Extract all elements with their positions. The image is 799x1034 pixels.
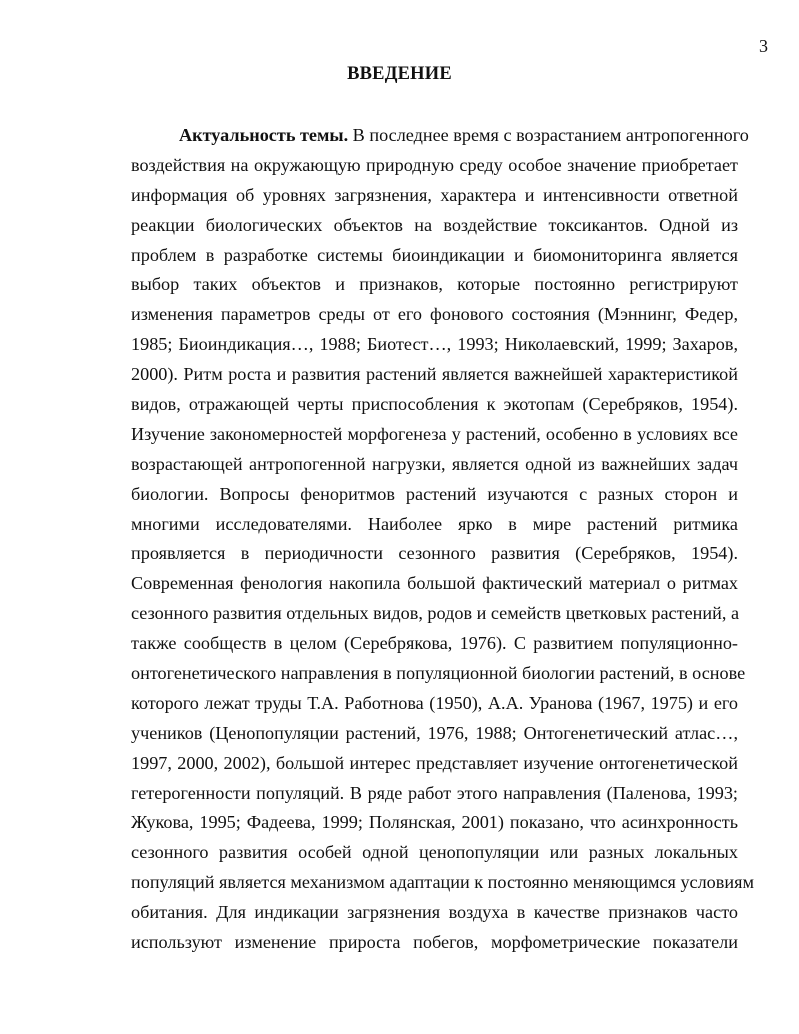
paragraph-line: сезонного развития отдельных видов, родов и семейств цветковых растений, а: [131, 603, 740, 624]
paragraph-line: учеников (Ценопопуляции растений, 1976, 1988; Онтогенетический атлас…,: [131, 722, 738, 743]
paragraph-line: используют изменение прироста побегов, морфометрические показатели: [131, 932, 738, 953]
paragraph-line: проблем в разработке системы биоиндикации и биомониторинга является: [131, 244, 738, 265]
paragraph-line: 1997, 2000, 2002), большой интерес представляет изучение онтогенетической: [131, 752, 738, 773]
paragraph-line: также сообществ в целом (Серебрякова, 1976). С развитием популяционно-: [131, 633, 738, 654]
paragraph-line: изменения параметров среды от его фонового состояния (Мэннинг, Федер,: [131, 304, 738, 325]
paragraph-line: сезонного развития особей одной ценопопуляции или разных локальных: [131, 842, 738, 863]
paragraph-line: 2000). Ритм роста и развития растений является важнейшей характеристикой: [131, 364, 738, 385]
paragraph-line: [131, 121, 749, 151]
paragraph-line: проявляется в периодичности сезонного развития (Серебряков, 1954).: [131, 543, 738, 564]
paragraph-line: 1985; Биоиндикация…, 1988; Биотест…, 1993; Николаевский, 1999; Захаров,: [131, 334, 738, 355]
paragraph-line: видов, отражающей черты приспособления к экотопам (Серебряков, 1954).: [131, 394, 738, 415]
paragraph-line: Изучение закономерностей морфогенеза у растений, особенно в условиях все: [131, 423, 738, 444]
paragraph-line: Современная фенология накопила большой фактический материал о ритмах: [131, 573, 738, 594]
paragraph-line: воздействия на окружающую природную среду особое значение приобретает: [131, 154, 738, 175]
paragraph-line: онтогенетического направления в популяционной биологии растений, в основе: [131, 663, 746, 684]
paragraph-line: биологии. Вопросы феноритмов растений изучаются с разных сторон и: [131, 483, 738, 504]
paragraph-line: информация об уровнях загрязнения, характера и интенсивности ответной: [131, 184, 738, 205]
paragraph-line: которого лежат труды Т.А. Работнова (1950), А.А. Уранова (1967, 1975) и его: [131, 692, 738, 713]
page-title: ВВЕДЕНИЕ: [347, 64, 452, 84]
paragraph-line: возрастающей антропогенной нагрузки, является одной из важнейших задач: [131, 453, 738, 474]
body-paragraph: [131, 121, 754, 958]
paragraph-line: популяций является механизмом адаптации к постоянно меняющимся условиям: [131, 872, 754, 893]
paragraph-line: реакции биологических объектов на воздействие токсикантов. Одной из: [131, 214, 738, 235]
paragraph-line-text: В последнее время с возрастанием антропогенного: [348, 125, 749, 145]
paragraph-line: выбор таких объектов и признаков, которые постоянно регистрируют: [131, 274, 738, 295]
paragraph-line: гетерогенности популяций. В ряде работ этого направления (Паленова, 1993;: [131, 782, 738, 803]
paragraph-lead: Актуальность темы.: [179, 125, 349, 145]
page-number: 3: [759, 36, 768, 56]
paragraph-line: обитания. Для индикации загрязнения воздуха в качестве признаков часто: [131, 902, 738, 923]
paragraph-line: Жукова, 1995; Фадеева, 1999; Полянская, 2001) показано, что асинхронность: [131, 812, 738, 833]
paragraph-line: многими исследователями. Наиболее ярко в мире растений ритмика: [131, 513, 738, 534]
